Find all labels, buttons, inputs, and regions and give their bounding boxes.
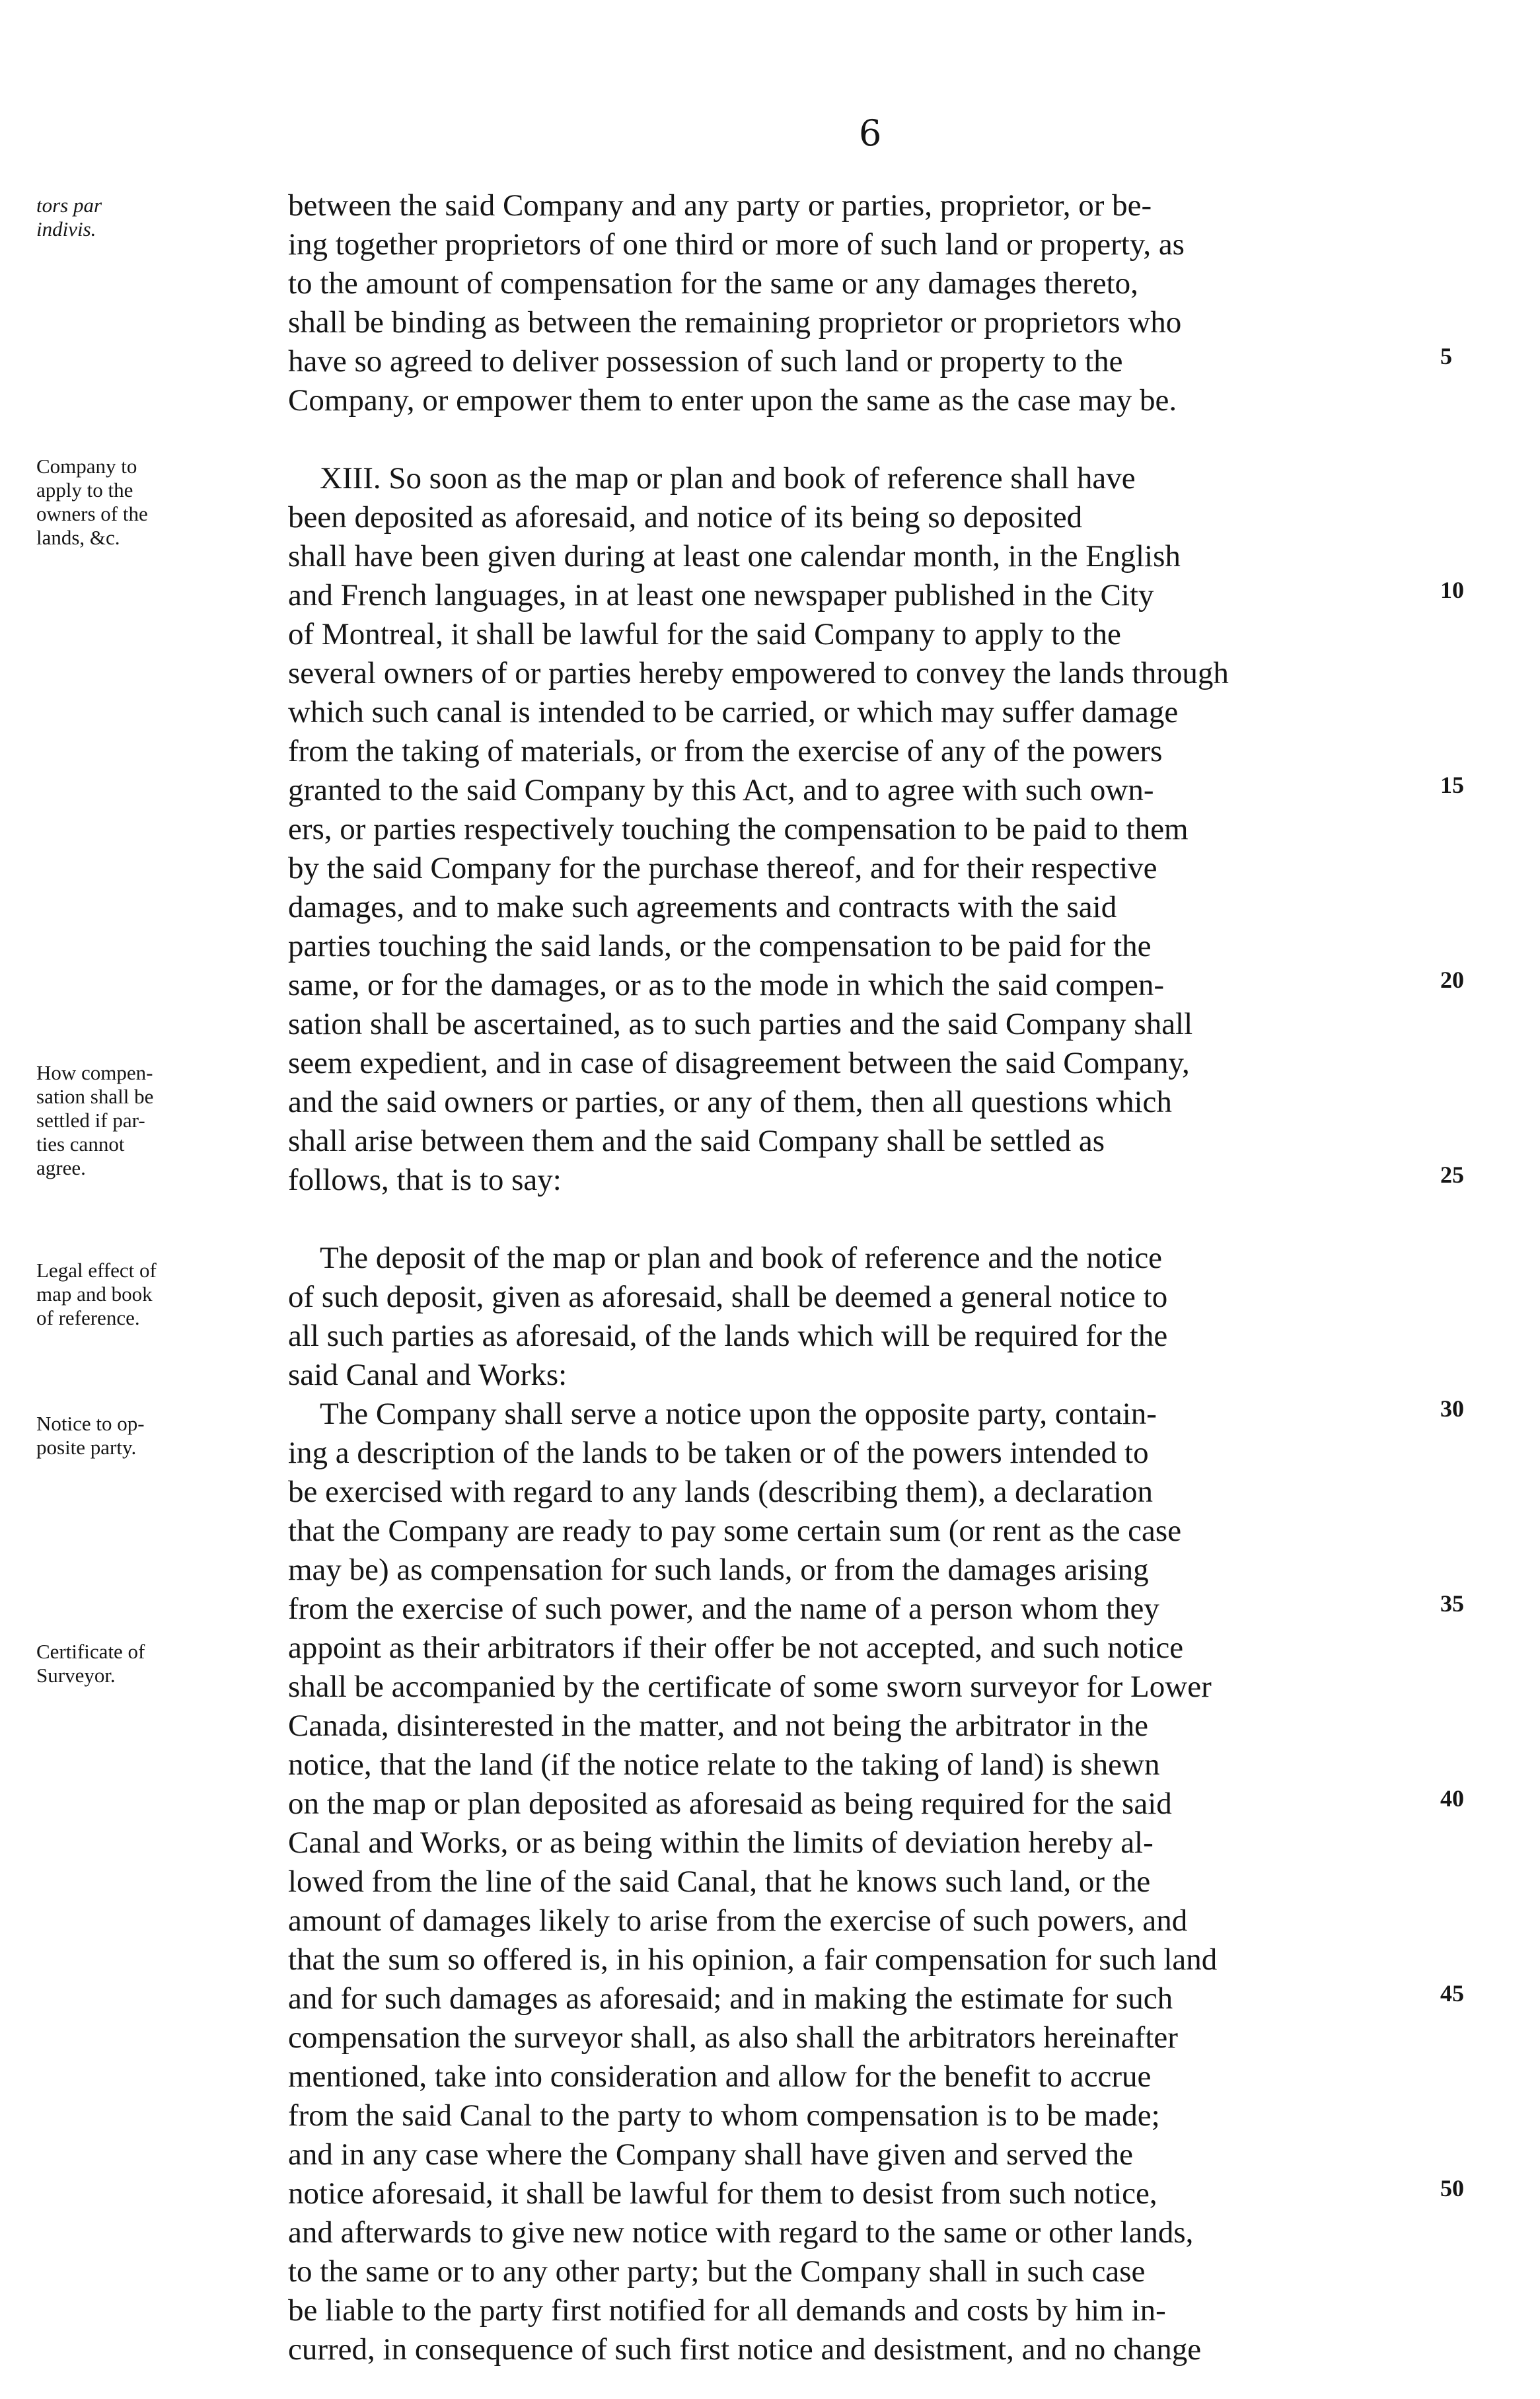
text-line: that the Company are ready to pay some certain sum (or rent as the case xyxy=(288,1514,1182,1548)
margin-note-line: indivis. xyxy=(36,217,96,240)
margin-note-legal-effect xyxy=(36,1259,287,1330)
line-number: 25 xyxy=(1440,1162,1464,1188)
text-line: on the map or plan deposited as aforesaid as being required for the said xyxy=(288,1787,1172,1821)
line-number: 20 xyxy=(1440,967,1464,993)
text-line: damages, and to make such agreements and contracts with the said xyxy=(288,890,1117,924)
margin-note-line: How compen- xyxy=(36,1061,153,1084)
text-line: notice aforesaid, it shall be lawful for them to desist from such notice, xyxy=(288,2176,1157,2211)
margin-note-line: Notice to op- xyxy=(36,1412,145,1435)
text-line: The Company shall serve a notice upon the opposite party, contain- xyxy=(320,1397,1157,1431)
text-line: been deposited as aforesaid, and notice of its being so deposited xyxy=(288,500,1083,535)
text-line: between the said Company and any party or parties, proprietor, or be- xyxy=(288,188,1152,223)
text-line: from the taking of materials, or from the exercise of any of the powers xyxy=(288,734,1163,768)
line-number: 15 xyxy=(1440,772,1464,798)
line-number: 10 xyxy=(1440,577,1464,603)
line-number: 30 xyxy=(1440,1395,1464,1422)
margin-note-line: of reference. xyxy=(36,1306,140,1329)
text-line: ing together proprietors of one third or more of such land or property, as xyxy=(288,227,1185,262)
margin-note-line: Legal effect of xyxy=(36,1259,157,1282)
body-text xyxy=(288,186,1427,2369)
line-number: 45 xyxy=(1440,1980,1464,2007)
text-line: compensation the surveyor shall, as also shall the arbitrators hereinafter xyxy=(288,2020,1178,2055)
text-line: several owners of or parties hereby empowered to convey the lands through xyxy=(288,656,1229,690)
text-line xyxy=(288,420,1427,459)
margin-note-certificate xyxy=(36,1640,287,1687)
text-line: lowed from the line of the said Canal, that he knows such land, or the xyxy=(288,1864,1151,1899)
text-line: Canada, disinterested in the matter, and not being the arbitrator in the xyxy=(288,1709,1148,1743)
line-number: 5 xyxy=(1440,343,1452,369)
text-line: shall be accompanied by the certificate of some sworn surveyor for Lower xyxy=(288,1670,1212,1704)
text-line: mentioned, take into consideration and allow for the benefit to accrue xyxy=(288,2059,1152,2094)
text-line: and the said owners or parties, or any of them, then all questions which xyxy=(288,1085,1172,1119)
text-line: from the exercise of such power, and the name of a person whom they xyxy=(288,1592,1159,1626)
text-line: by the said Company for the purchase thereof, and for their respective xyxy=(288,851,1157,885)
text-line: parties touching the said lands, or the compensation to be paid for the xyxy=(288,929,1152,963)
text-line: that the sum so offered is, in his opinion, a fair compensation for such land xyxy=(288,1942,1218,1977)
margin-note-line: owners of the xyxy=(36,502,148,525)
text-line: shall be binding as between the remaining proprietor or proprietors who xyxy=(288,305,1182,340)
text-line: from the said Canal to the party to whom compensation is to be made; xyxy=(288,2098,1160,2133)
text-line: same, or for the damages, or as to the mode in which the said compen- xyxy=(288,968,1165,1002)
margin-note-line: tors par xyxy=(36,194,102,217)
margin-note-line: Certificate of xyxy=(36,1640,145,1663)
text-line: ers, or parties respectively touching the compensation to be paid to them xyxy=(288,812,1189,846)
margin-note-line: apply to the xyxy=(36,478,133,501)
margin-notes xyxy=(0,0,277,2399)
margin-note-line: agree. xyxy=(36,1156,86,1179)
text-line: and French languages, in at least one newspaper published in the City xyxy=(288,578,1154,612)
line-number: 50 xyxy=(1440,2175,1464,2201)
text-line: seem expedient, and in case of disagreement between the said Company, xyxy=(288,1046,1190,1080)
line-number: 40 xyxy=(1440,1785,1464,1812)
text-line: sation shall be ascertained, as to such parties and the said Company shall xyxy=(288,1007,1193,1041)
margin-note-line: map and book xyxy=(36,1282,153,1306)
text-line: Company, or empower them to enter upon the same as the case may be. xyxy=(288,383,1177,418)
text-line: appoint as their arbitrators if their offer be not accepted, and such notice xyxy=(288,1631,1184,1665)
margin-note-line: ties cannot xyxy=(36,1132,125,1156)
text-line: to the same or to any other party; but the Company shall in such case xyxy=(288,2254,1146,2289)
margin-note-line: Surveyor. xyxy=(36,1664,116,1687)
text-line: and for such damages as aforesaid; and in making the estimate for such xyxy=(288,1981,1173,2016)
text-line: ing a description of the lands to be taken or of the powers intended to xyxy=(288,1436,1149,1470)
text-line: be liable to the party first notified for all demands and costs by him in- xyxy=(288,2293,1166,2328)
text-line: granted to the said Company by this Act, and to agree with such own- xyxy=(288,773,1154,807)
margin-note-line: posite party. xyxy=(36,1436,137,1459)
text-line: Canal and Works, or as being within the limits of deviation hereby al- xyxy=(288,1826,1154,1860)
margin-note-line: Company to xyxy=(36,455,137,478)
text-line xyxy=(288,1200,1427,1239)
text-line: be exercised with regard to any lands (describing them), a declaration xyxy=(288,1475,1153,1509)
text-line: may be) as compensation for such lands, or from the damages arising xyxy=(288,1553,1149,1587)
margin-note-how-compensation xyxy=(36,1061,287,1180)
margin-note-line: sation shall be xyxy=(36,1085,154,1108)
text-line: XIII. So soon as the map or plan and book of reference shall have xyxy=(320,461,1136,496)
margin-note-line: settled if par- xyxy=(36,1109,145,1132)
text-line: The deposit of the map or plan and book of reference and the notice xyxy=(320,1241,1163,1275)
text-line: to the amount of compensation for the same or any damages thereto, xyxy=(288,266,1138,301)
line-number: 35 xyxy=(1440,1590,1464,1617)
page-number: 6 xyxy=(859,112,882,154)
margin-note-line: lands, &c. xyxy=(36,526,120,549)
text-line: notice, that the land (if the notice relate to the taking of land) is shewn xyxy=(288,1748,1160,1782)
line-numbers xyxy=(1440,0,1520,2399)
margin-note-notice-opposite xyxy=(36,1412,287,1459)
text-line: all such parties as aforesaid, of the lands which will be required for the xyxy=(288,1319,1168,1353)
text-line: follows, that is to say: xyxy=(288,1163,562,1197)
text-line: and in any case where the Company shall have given and served the xyxy=(288,2137,1134,2172)
text-line: have so agreed to deliver possession of such land or property to the xyxy=(288,344,1123,379)
text-line: which such canal is intended to be carried, or which may suffer damage xyxy=(288,695,1179,729)
text-line: and afterwards to give new notice with regard to the same or other lands, xyxy=(288,2215,1194,2250)
margin-note-company-apply xyxy=(36,455,287,550)
text-line: shall have been given during at least one calendar month, in the English xyxy=(288,539,1181,573)
text-line: curred, in consequence of such first notice and desistment, and no change xyxy=(288,2332,1202,2367)
text-line: shall arise between them and the said Company shall be settled as xyxy=(288,1124,1105,1158)
text-line: amount of damages likely to arise from the exercise of such powers, and xyxy=(288,1903,1188,1938)
text-line: of Montreal, it shall be lawful for the said Company to apply to the xyxy=(288,617,1121,651)
text-line: said Canal and Works: xyxy=(288,1358,568,1392)
margin-note-tors-par-indivis xyxy=(36,194,287,241)
text-line: of such deposit, given as aforesaid, shall be deemed a general notice to xyxy=(288,1280,1168,1314)
